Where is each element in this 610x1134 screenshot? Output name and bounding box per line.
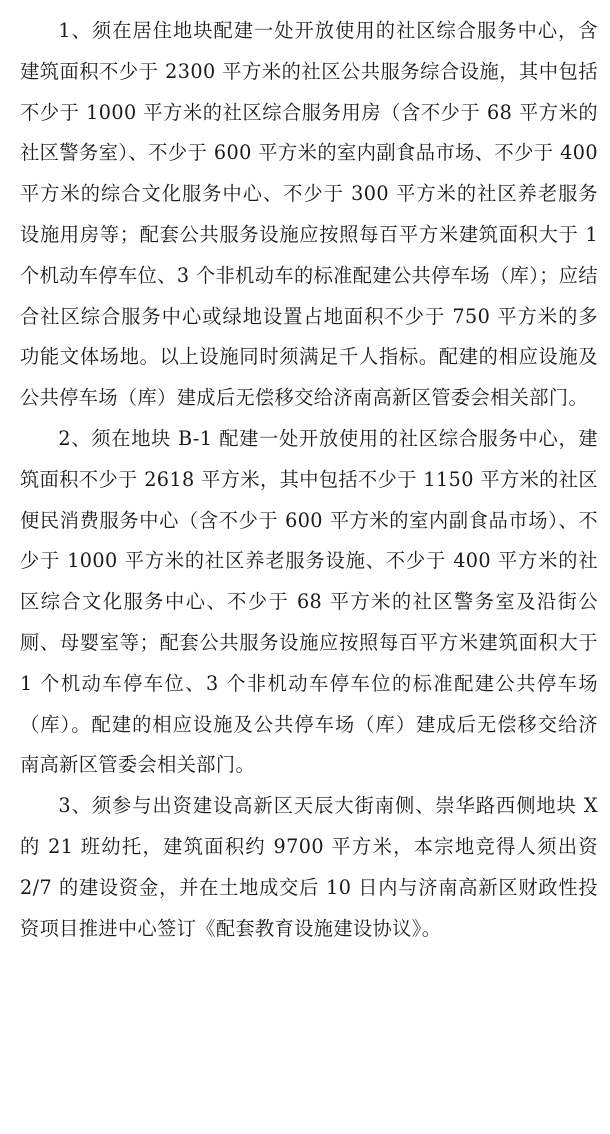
paragraph-2: 2、须在地块 B-1 配建一处开放使用的社区综合服务中心，建筑面积不少于 2618 平方米，其中包括不少于 1150 平方米的社区便民消费服务中心（含不少于 600 平方米的室内副食品市场）、不少于 1000 平方米的社区养老服务设施、不少于 400 平方米的社区综合文化服务中心、不少于 68 平方米的社区警务室及沿街公厕、母婴室等；配套公共服务设施应按照每百平方米建筑面积大于 1 个机动车停车位、3 个非机动车停车位的标准配建公共停车场（库）。配建的相应设施及公共停车场（库）建成后无偿移交给济南高新区管委会相关部门。: [20, 426, 598, 777]
paragraph-1: 1、须在居住地块配建一处开放使用的社区综合服务中心，含建筑面积不少于 2300 平方米的社区公共服务综合设施，其中包括不少于 1000 平方米的社区综合服务用房（含不少于 68 平方米的社区警务室）、不少于 600 平方米的室内副食品市场、不少于 400 平方米的综合文化服务中心、不少于 300 平方米的社区养老服务设施用房等；配套公共服务设施应按照每百平方米建筑面积大于 1 个机动车停车位、3 个非机动车的标准配建公共停车场（库）；应结合社区综合服务中心或绿地设置占地面积不少于 750 平方米的多功能文体场地。以上设施同时须满足千人指标。配建的相应设施及公共停车场（库）建成后无偿移交给济南高新区管委会相关部门。: [20, 19, 598, 410]
paragraph-3: 3、须参与出资建设高新区天辰大街南侧、崇华路西侧地块 X 的 21 班幼托，建筑面积约 9700 平方米，本宗地竞得人须出资 2/7 的建设资金，并在土地成交后 10 日内与济南高新区财政性投资项目推进中心签订《配套教育设施建设协议》。: [20, 794, 598, 940]
